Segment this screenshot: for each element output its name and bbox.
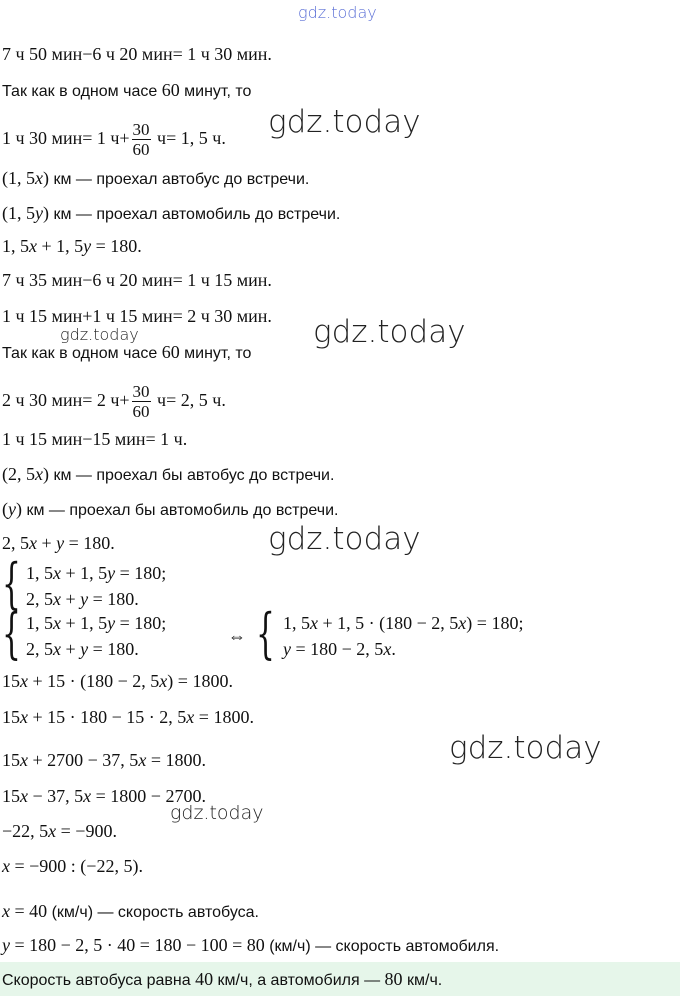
system-row: 2, 5x + y = 180. <box>26 639 139 659</box>
system-row: 1, 5x + 1, 5y = 180; <box>26 613 167 633</box>
solution-line: (1, 5x) км — проехал автобус до встречи. <box>2 168 310 188</box>
solution-line: 1, 5x + 1, 5y = 180. <box>2 236 142 256</box>
solution-line: −22, 5x = −900. <box>2 821 117 841</box>
answer-banner <box>0 962 680 996</box>
solution-line: 7 ч 35 мин−6 ч 20 мин= 1 ч 15 мин. <box>2 270 272 290</box>
solution-line: x = 40 (км/ч) — скорость автобуса. <box>2 901 259 921</box>
solution-line: 2 ч 30 мин= 2 ч+ $\frac{30}{60}$ ч= 2, 5 ч. <box>2 382 226 422</box>
solution-line: 1 ч 15 мин+1 ч 15 мин= 2 ч 30 мин. <box>2 306 272 326</box>
system-row: y = 180 − 2, 5x. <box>283 639 396 659</box>
watermark: gdz.today <box>268 521 421 557</box>
solution-line: 1 ч 15 мин−15 мин= 1 ч. <box>2 429 188 449</box>
fraction: $\frac{30}{60}$ <box>132 382 150 422</box>
equivalence-icon: ⇔ <box>228 626 246 646</box>
solution-line: 2, 5x + y = 180. <box>2 533 115 553</box>
watermark: gdz.today <box>60 325 139 344</box>
left-brace-icon: { <box>2 552 21 615</box>
solution-line: (2, 5x) км — проехал бы автобус до встречи. <box>2 464 335 484</box>
solution-line: 15x − 37, 5x = 1800 − 2700. <box>2 786 206 806</box>
left-brace-icon: { <box>2 602 21 665</box>
solution-line: 1 ч 30 мин= 1 ч+ $\frac{30}{60}$ ч= 1, 5 ч. <box>2 120 226 160</box>
watermark: gdz.today <box>298 3 377 22</box>
system-row: 1, 5x + 1, 5 · (180 − 2, 5x) = 180; <box>283 613 524 633</box>
solution-line: 15x + 15 · (180 − 2, 5x) = 1800. <box>2 671 233 691</box>
watermark: gdz.today <box>449 730 602 766</box>
system-row: 2, 5x + y = 180. <box>26 589 139 609</box>
system-row: 1, 5x + 1, 5y = 180; <box>26 563 167 583</box>
solution-line: 7 ч 50 мин−6 ч 20 мин= 1 ч 30 мин. <box>2 44 272 64</box>
watermark: gdz.today <box>313 314 466 350</box>
solution-line: Так как в одном часе 60 минут, то <box>2 80 252 100</box>
left-brace-icon: { <box>256 602 275 665</box>
solution-line: 15x + 15 · 180 − 15 · 2, 5x = 1800. <box>2 707 254 727</box>
watermark: gdz.today <box>268 104 421 140</box>
solution-line: (y) км — проехал бы автомобиль до встречи. <box>2 499 339 519</box>
solution-line: (1, 5y) км — проехал автомобиль до встречи. <box>2 203 341 223</box>
solution-line: x = −900 : (−22, 5). <box>2 856 143 876</box>
answer-text: Скорость автобуса равна 40 км/ч, а автомобиля — 80 км/ч. <box>2 969 443 989</box>
solution-line: Так как в одном часе 60 минут, то <box>2 342 252 362</box>
solution-line: y = 180 − 2, 5 · 40 = 180 − 100 = 80 (км/ч) — скорость автомобиля. <box>2 935 500 955</box>
watermark: gdz.today <box>170 802 264 824</box>
solution-line: 15x + 2700 − 37, 5x = 1800. <box>2 750 206 770</box>
fraction: $\frac{30}{60}$ <box>132 120 150 160</box>
